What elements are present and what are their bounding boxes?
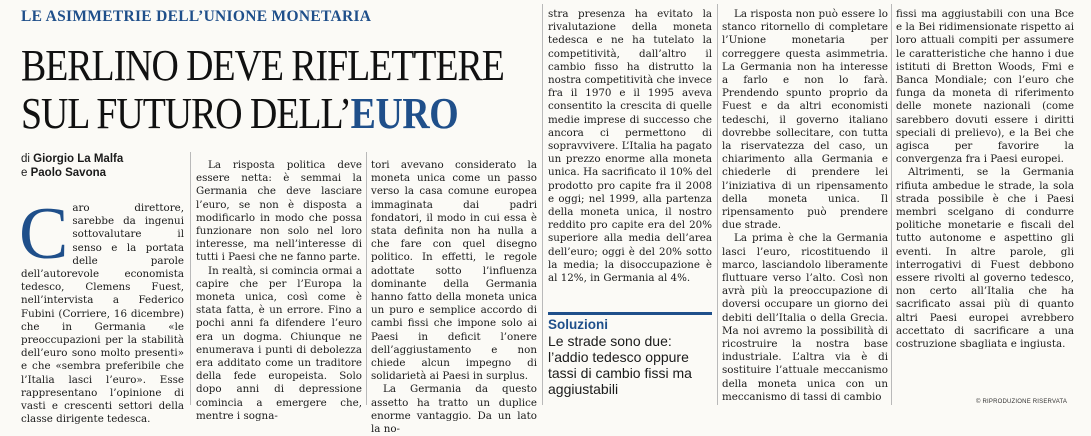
column-divider: [891, 4, 892, 405]
headline-highlight: EURO: [350, 89, 459, 138]
author-1: Giorgio La Malfa: [33, 153, 124, 165]
column-divider: [366, 152, 367, 405]
paragraph: In realtà, si comincia ormai a capire che per l’Europa la moneta unica, così come è stata fatta, è un errore. Fino a pochi anni fa difendere l’euro era un dogma. Chiunque ne enumerava i punti di debolezza era additato come un traditore della fede europeista. Solo dopo anni di depressione comincia a emergere che, mentre i sogna-: [196, 264, 362, 422]
author-2: Paolo Savona: [30, 167, 107, 179]
paragraph: stra presenza ha evitato la rivalutazione della moneta tedesca e ne ha tutelato la competitività, dall’altro il cambio fisso ha distrutto la nostra competitività che invece fra il 1970 e il 1995 aveva consentito la crescita di quelle medie imprese di successo che ancora ci permettono di sopravvivere. L’Italia ha pagato un prezzo enorme alla moneta unica. Ha sacrificato il 10% del prodotto pro capite fra il 2008 e oggi; nel 1999, alla partenza della moneta unica, il nostro reddito pro capite era del 20% superiore alla media dell’area dell’euro; oggi è del 20% sotto la media; la disoccupazione è al 12%, in Germania al 4%.: [548, 8, 712, 285]
headline-line-2-prefix: SUL FUTURO DELL’: [21, 89, 351, 138]
kicker: LE ASIMMETRIE DELL’UNIONE MONETARIA: [21, 8, 372, 25]
headline-line-1: BERLINO DEVE RIFLETTERE: [21, 41, 504, 90]
column-divider: [190, 152, 191, 405]
article-column-2: [196, 159, 362, 423]
article-column-1: [19, 193, 184, 426]
paragraph: La prima è che la Germania lasci l’euro, ricostituendo il marco, lasciandolo liberamente fluttuare verso l’alto. Così non avrà più la preoccupazione di doversi occupare un giorno dei debiti dell’Italia o della Grecia. Ma noi avremo la possibilità di ricostruire la nostra base industriale. L’altra via è di sostituire l’attuale meccanismo della moneta unica con un meccanismo di tassi di cambio: [722, 232, 888, 403]
copyright-notice: © RIPRODUZIONE RISERVATA: [976, 399, 1068, 405]
paragraph: La risposta non può essere lo stanco ritornello di completare l’Unione monetaria per correggere questa asimmetria. La Germania non ha interesse a farlo e non lo farà. Prendendo spunto proprio da Fuest e da altri economisti tedeschi, il governo italiano dovrebbe sollecitare, con tutta la riservatezza del caso, un chiarimento alla Germania e chiederle di prendere lei l’iniziativa di un ripensamento della moneta unica. Il ripensamento può prendere due strade.: [722, 8, 888, 232]
paragraph: aro direttore, sarebbe da ingenui sottovalutare il senso e la portata delle parole dell’autorevole economista tedesco, Clemens Fuest, nell’intervista a Federico Fubini (Corriere, 16 dicembre) che in Germania «le preoccupazioni per la stabilità dell’euro sono molto presenti» e che «sembra preferibile che l’Italia lasci l’euro». Esse rappresentano l’opinione di vasti e crescenti settori della classe dirigente tedesca.: [21, 202, 184, 426]
paragraph: La Germania da questo assetto ha tratto un duplice enorme vantaggio. Da un lato la no-: [371, 383, 537, 436]
article-column-6: [896, 8, 1074, 351]
solutions-box: [548, 312, 712, 397]
column-divider: [717, 4, 718, 405]
paragraph: fissi ma aggiustabili con una Bce e la Bei ridimensionate rispetto ai loro attuali compiti per assumere le caratteristiche che hanno i due istituti di Bretton Woods, Fmi e Banca Mondiale; con l’euro che funga da moneta di riferimento delle monete nazionali (come sarebbero dovuti essere i diritti speciali di prelievo), e la Bei che agisca per favorire la convergenza fra i Paesi europei.: [896, 8, 1074, 166]
headline-line-2: [21, 89, 459, 138]
drop-cap: C: [19, 193, 69, 275]
byline: [21, 152, 123, 180]
column-divider: [542, 4, 543, 405]
article-column-4: [548, 8, 712, 285]
byline-prefix-1: di: [21, 153, 30, 165]
paragraph: La risposta politica deve essere netta: è semmai la Germania che deve lasciare l’euro, se non è disposta a modificarlo in modo che possa funzionare non solo nel loro interesse, ma nell’interesse di tutti i Paesi che ne fanno parte.: [196, 159, 362, 264]
article-column-3: [371, 159, 537, 436]
solutions-box-title: Soluzioni: [548, 317, 608, 332]
paragraph: Altrimenti, se la Germania rifiuta ambedue le strade, la sola strada possibile è che i Paesi membri scelgano di condurre politiche monetarie e fiscali del tutto autonome e aspettino gli eventi. In altre parole, gli interrogativi di Fuest debbono essere rivolti al governo tedesco, non certo all’Italia che ha sacrificato assai più di quanto altri Paesi europei avrebbero accettato di sacrificare a una costruzione sbagliata e ingiusta.: [896, 166, 1074, 351]
paragraph: tori avevano considerato la moneta unica come un passo verso la casa comune europea immaginata dai padri fondatori, il modo in cui essa è stata definita non ha nulla a che fare con quel disegno politico. In effetti, le regole adottate sotto l’influenza dominante della Germania hanno fatto della moneta unica un puro e semplice accordo di cambi fissi che impone solo ai Paesi in deficit l’onere dell’aggiustamento e non chiede alcun impegno di solidarietà ai Paesi in surplus.: [371, 159, 537, 383]
byline-prefix-2: e: [21, 167, 28, 179]
article-column-5: [722, 8, 888, 404]
solutions-box-text: Le strade sono due: l’addio tedesco oppure tassi di cambio fissi ma aggiustabili: [548, 333, 692, 397]
